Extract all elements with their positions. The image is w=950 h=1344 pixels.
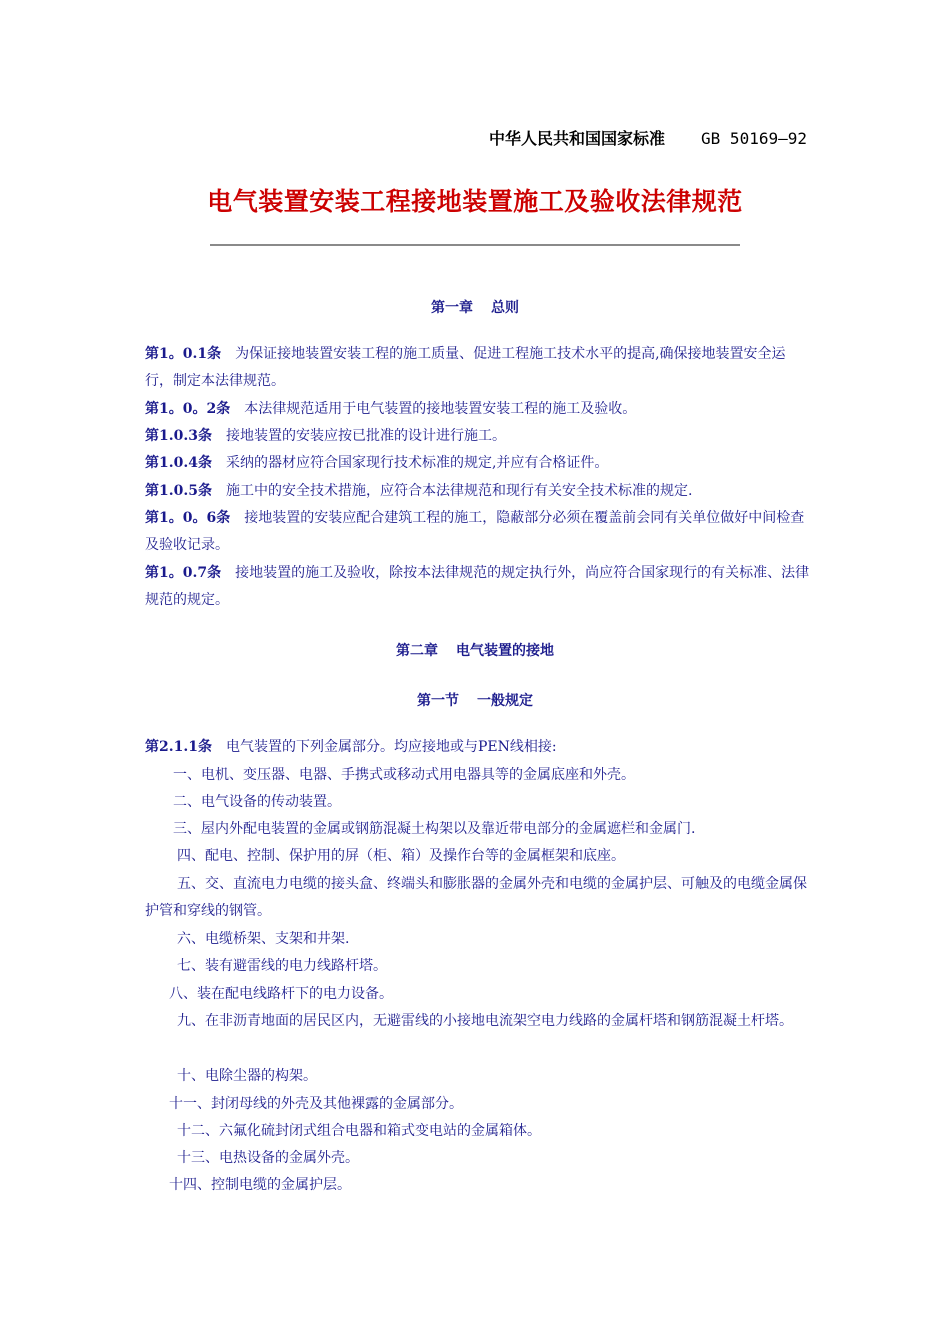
clause-text: 接地装置的安装应配合建筑工程的施工，隐蔽部分必须在覆盖前会同有关单位做好中间检查及验收记录。 — [145, 510, 805, 553]
chapter-1-title: 总则 — [491, 300, 519, 316]
clause-text: 电气装置的下列金属部分。均应接地或与PEN线相接: — [225, 739, 557, 755]
list-item: 八、装在配电线路杆下的电力设备。 — [169, 986, 393, 1002]
list-item: 三、屋内外配电装置的金属或钢筋混凝土构架以及靠近带电部分的金属遮栏和金属门. — [173, 821, 696, 837]
clause-label: 第1。0。2条 — [145, 401, 231, 417]
clause-1-0-7 — [145, 560, 810, 614]
clause-1-0-5 — [145, 478, 810, 505]
clause-label: 第2.1.1条 — [145, 739, 212, 755]
list-item: 十、电除尘器的构架。 — [177, 1068, 317, 1084]
section-1-number: 第一节 — [417, 693, 459, 709]
list-item: 一、电机、变压器、电器、手携式或移动式用电器具等的金属底座和外壳。 — [173, 767, 635, 783]
clause-label: 第1.0.5条 — [145, 483, 212, 499]
standard-code: GB 50169—92 — [701, 129, 807, 148]
document-title: 电气装置安装工程接地装置施工及验收法律规范 — [207, 187, 743, 216]
list-item: 十三、电热设备的金属外壳。 — [177, 1150, 359, 1166]
list-item: 十四、控制电缆的金属护层。 — [169, 1177, 351, 1193]
clause-label: 第1.0.4条 — [145, 455, 212, 471]
section-1-heading — [0, 690, 950, 710]
clause-text: 施工中的安全技术措施，应符合本法律规范和现行有关安全技术标准的规定. — [225, 483, 693, 499]
clause-1-0-1 — [145, 341, 810, 395]
list-item: 六、电缆桥架、支架和井架. — [177, 931, 350, 947]
clause-text: 为保证接地装置安装工程的施工质量、促进工程施工技术水平的提高,确保接地装置安全运行，制定本法律规范。 — [145, 346, 786, 389]
title-divider — [210, 244, 740, 246]
clause-text: 本法律规范适用于电气装置的接地装置安装工程的施工及验收。 — [244, 401, 637, 417]
chapter-1-heading — [0, 297, 950, 317]
list-item: 十二、六氟化硫封闭式组合电器和箱式变电站的金属箱体。 — [177, 1123, 541, 1139]
list-item: 七、装有避雷线的电力线路杆塔。 — [177, 958, 387, 974]
chapter-2-title: 电气装置的接地 — [456, 643, 554, 659]
clause-1-0-2 — [145, 396, 810, 423]
list-item: 五、交、直流电力电缆的接头盒、终端头和膨胀器的金属外壳和电缆的金属护层、可触及的电缆金属保护管和穿线的钢管。 — [145, 876, 807, 919]
clause-1-0-3 — [145, 423, 810, 450]
clause-1-0-4 — [145, 450, 810, 477]
clause-label: 第1。0.7条 — [145, 565, 222, 581]
clause-label: 第1。0。6条 — [145, 510, 231, 526]
list-item: 二、电气设备的传动装置。 — [173, 794, 341, 810]
chapter-2-heading — [0, 640, 950, 660]
clause-2-1-1 — [145, 734, 810, 761]
clause-label: 第1。0.1条 — [145, 346, 222, 362]
clause-label: 第1.0.3条 — [145, 428, 212, 444]
list-item: 九、在非沥青地面的居民区内，无避雷线的小接地电流架空电力线路的金属杆塔和钢筋混凝土杆塔。 — [177, 1013, 793, 1029]
clause-1-0-6 — [145, 505, 810, 559]
standard-label: 中华人民共和国国家标准 — [489, 129, 666, 148]
standard-header — [489, 126, 807, 149]
clause-text: 采纳的器材应符合国家现行技术标准的规定,并应有合格证件。 — [225, 455, 609, 471]
clause-text: 接地装置的安装应按已批准的设计进行施工。 — [225, 428, 506, 444]
chapter-1-number: 第一章 — [431, 300, 473, 316]
chapter-2-number: 第二章 — [396, 643, 438, 659]
list-item: 十一、封闭母线的外壳及其他裸露的金属部分。 — [169, 1096, 463, 1112]
clause-text: 接地装置的施工及验收，除按本法律规范的规定执行外，尚应符合国家现行的有关标准、法律规范的规定。 — [145, 565, 810, 608]
list-item: 四、配电、控制、保护用的屏（柜、箱）及操作台等的金属框架和底座。 — [177, 848, 625, 864]
section-1-title: 一般规定 — [477, 693, 533, 709]
